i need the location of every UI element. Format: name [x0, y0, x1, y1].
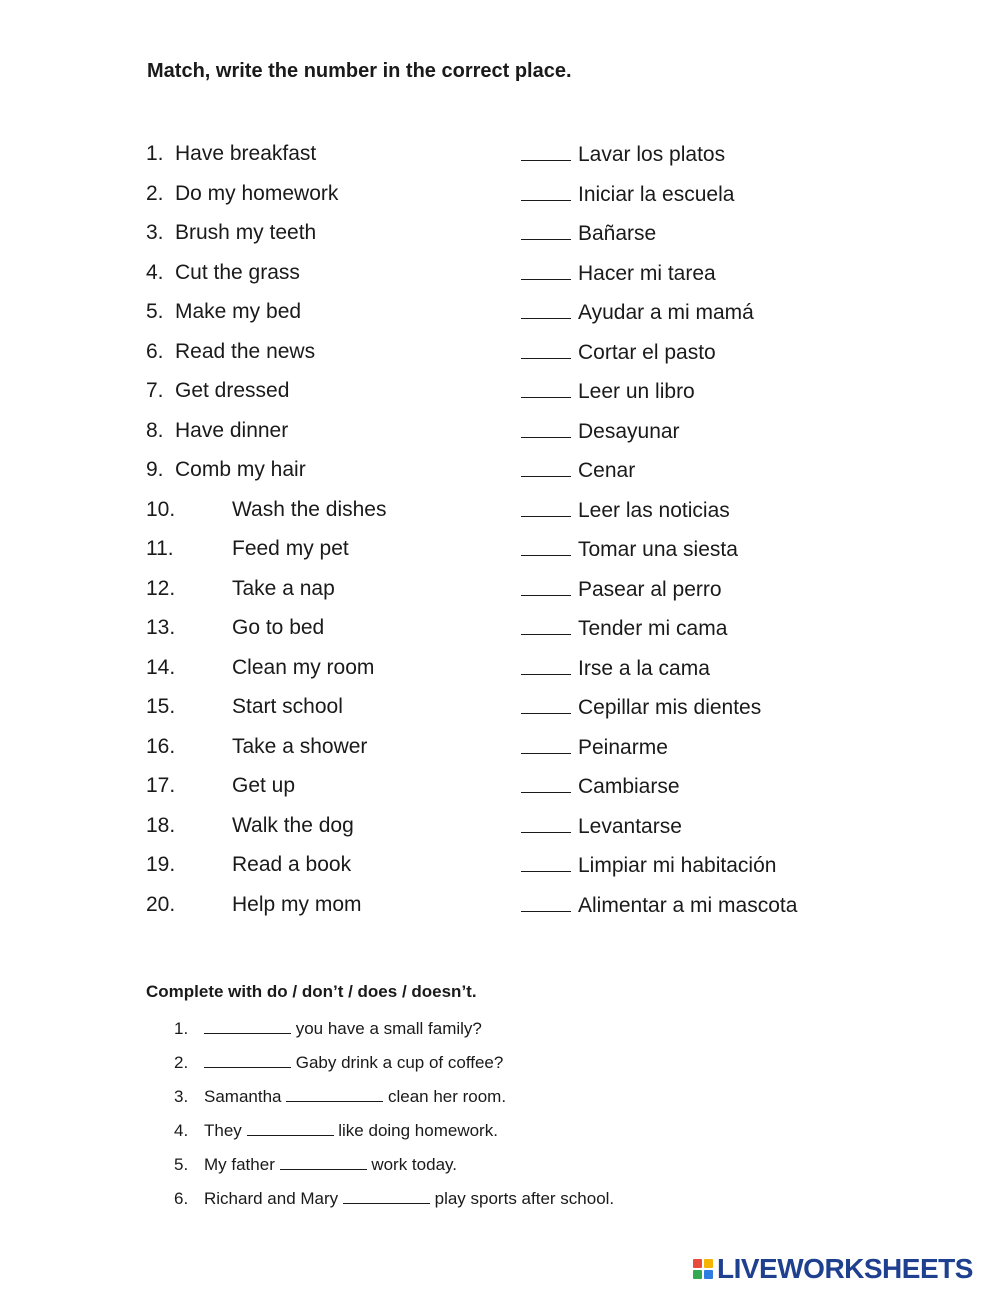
match-row	[146, 221, 866, 261]
match-number: 5.	[146, 300, 164, 323]
answer-blank[interactable]	[521, 419, 571, 438]
english-phrase: Have breakfast	[175, 142, 317, 165]
spanish-item	[521, 616, 727, 641]
spanish-item	[521, 853, 776, 878]
spanish-phrase: Cenar	[578, 459, 636, 482]
english-phrase: Take a shower	[232, 734, 368, 758]
match-number: 2.	[146, 181, 164, 205]
answer-blank[interactable]	[521, 458, 571, 477]
spanish-item	[521, 458, 635, 483]
match-number: 8.	[146, 418, 164, 442]
spanish-item	[521, 379, 695, 404]
answer-blank[interactable]	[286, 1087, 383, 1102]
complete-row	[174, 1087, 734, 1121]
match-number: 12.	[146, 576, 176, 600]
english-phrase: Start school	[232, 695, 343, 718]
complete-sentence	[204, 1087, 506, 1107]
answer-blank[interactable]	[521, 498, 571, 517]
logo-tile	[704, 1259, 713, 1268]
match-row	[146, 419, 866, 459]
english-phrase: Read a book	[232, 853, 352, 876]
spanish-phrase: Leer las noticias	[578, 498, 730, 522]
english-phrase: Have dinner	[175, 418, 289, 442]
complete-sentence	[204, 1019, 482, 1039]
spanish-item	[521, 695, 761, 720]
english-phrase: Get dressed	[175, 379, 290, 402]
spanish-item	[521, 300, 754, 325]
match-row	[146, 656, 866, 696]
spanish-phrase: Limpiar mi habitación	[578, 854, 777, 877]
spanish-phrase: Lavar los platos	[578, 143, 726, 166]
answer-blank[interactable]	[521, 853, 571, 872]
answer-blank[interactable]	[521, 774, 571, 793]
complete-number: 5.	[174, 1155, 189, 1174]
match-row	[146, 458, 866, 498]
match-row	[146, 300, 866, 340]
answer-blank[interactable]	[521, 340, 571, 359]
answer-blank[interactable]	[521, 695, 571, 714]
spanish-item	[521, 814, 682, 839]
match-row	[146, 616, 866, 656]
logo-text: LIVEWORKSHEETS	[717, 1253, 973, 1284]
spanish-item	[521, 221, 656, 246]
match-row	[146, 182, 866, 222]
logo-tile	[693, 1270, 702, 1279]
answer-blank[interactable]	[521, 142, 571, 161]
spanish-item	[521, 893, 797, 918]
complete-row	[174, 1155, 734, 1189]
answer-blank[interactable]	[521, 182, 571, 201]
sentence-end: play sports after school.	[429, 1189, 615, 1208]
spanish-phrase: Irse a la cama	[578, 656, 710, 680]
english-phrase: Do my homework	[175, 181, 339, 205]
complete-number: 3.	[174, 1087, 189, 1106]
spanish-item	[521, 577, 722, 602]
match-number: 17.	[146, 774, 176, 797]
complete-row	[174, 1019, 734, 1053]
spanish-phrase: Tomar una siesta	[578, 538, 738, 561]
match-row	[146, 379, 866, 419]
spanish-item	[521, 182, 734, 207]
match-number: 15.	[146, 695, 176, 718]
liveworksheets-logo	[693, 1253, 973, 1285]
match-row	[146, 142, 866, 182]
match-number: 9.	[146, 458, 164, 481]
match-number: 1.	[146, 142, 164, 165]
spanish-phrase: Ayudar a mi mamá	[578, 301, 754, 324]
spanish-phrase: Levantarse	[578, 814, 682, 838]
spanish-phrase: Pasear al perro	[578, 577, 722, 601]
logo-icon	[693, 1259, 713, 1279]
complete-sentence	[204, 1053, 503, 1073]
worksheet-title: Match, write the number in the correct place.	[147, 60, 572, 82]
sentence-end: clean her room.	[383, 1087, 507, 1106]
spanish-item	[521, 774, 680, 799]
english-phrase: Cut the grass	[175, 260, 300, 284]
match-number: 6.	[146, 339, 164, 363]
spanish-item	[521, 419, 680, 444]
match-number: 14.	[146, 655, 176, 679]
match-row	[146, 893, 866, 933]
answer-blank[interactable]	[521, 814, 571, 833]
spanish-phrase: Hacer mi tarea	[578, 261, 716, 285]
match-number: 18.	[146, 813, 176, 837]
complete-exercise-title: Complete with do / don’t / does / doesn’t.	[146, 982, 477, 1001]
spanish-phrase: Cortar el pasto	[578, 340, 716, 364]
complete-row	[174, 1189, 734, 1223]
matching-exercise	[146, 142, 866, 932]
english-phrase: Go to bed	[232, 616, 325, 639]
spanish-phrase: Bañarse	[578, 222, 657, 245]
spanish-phrase: Cepillar mis dientes	[578, 696, 762, 719]
english-phrase: Walk the dog	[232, 813, 354, 837]
match-number: 4.	[146, 260, 164, 284]
spanish-phrase: Cambiarse	[578, 775, 680, 798]
complete-exercise	[174, 1019, 734, 1223]
english-phrase: Read the news	[175, 339, 316, 363]
sentence-end: like doing homework.	[333, 1121, 498, 1140]
match-number: 11.	[146, 537, 174, 560]
spanish-item	[521, 142, 725, 167]
answer-blank[interactable]	[204, 1019, 291, 1034]
match-number: 13.	[146, 616, 176, 639]
spanish-item	[521, 656, 710, 681]
answer-blank[interactable]	[343, 1189, 430, 1204]
answer-blank[interactable]	[204, 1053, 291, 1068]
answer-blank[interactable]	[521, 379, 571, 398]
answer-blank[interactable]	[280, 1155, 367, 1170]
complete-sentence	[204, 1189, 614, 1209]
answer-blank[interactable]	[247, 1121, 334, 1136]
answer-blank[interactable]	[521, 735, 571, 754]
match-row	[146, 577, 866, 617]
spanish-item	[521, 735, 668, 760]
spanish-phrase: Desayunar	[578, 419, 680, 443]
english-phrase: Make my bed	[175, 300, 302, 323]
english-phrase: Take a nap	[232, 576, 335, 600]
sentence-start: Samantha	[204, 1087, 287, 1106]
sentence-end: you have a small family?	[291, 1019, 482, 1038]
answer-blank[interactable]	[521, 221, 571, 240]
complete-number: 6.	[174, 1189, 189, 1208]
answer-blank[interactable]	[521, 616, 571, 635]
sentence-end: work today.	[366, 1155, 457, 1174]
match-row	[146, 814, 866, 854]
english-phrase: Brush my teeth	[175, 221, 317, 244]
match-row	[146, 774, 866, 814]
spanish-phrase: Iniciar la escuela	[578, 182, 735, 206]
match-number: 16.	[146, 734, 176, 758]
match-number: 19.	[146, 853, 176, 876]
spanish-phrase: Tender mi cama	[578, 617, 728, 640]
match-row	[146, 498, 866, 538]
spanish-item	[521, 498, 730, 523]
spanish-item	[521, 537, 738, 562]
match-number: 7.	[146, 379, 164, 402]
sentence-start: Richard and Mary	[204, 1189, 343, 1208]
answer-blank[interactable]	[521, 261, 571, 280]
complete-row	[174, 1053, 734, 1087]
english-phrase: Feed my pet	[232, 537, 349, 560]
spanish-item	[521, 340, 716, 365]
english-phrase: Help my mom	[232, 892, 362, 916]
match-number: 3.	[146, 221, 164, 244]
match-number: 20.	[146, 892, 176, 916]
english-phrase: Get up	[232, 774, 296, 797]
match-row	[146, 695, 866, 735]
logo-tile	[704, 1270, 713, 1279]
answer-blank[interactable]	[521, 300, 571, 319]
match-row	[146, 340, 866, 380]
match-row	[146, 537, 866, 577]
sentence-end: Gaby drink a cup of coffee?	[291, 1053, 504, 1072]
answer-blank[interactable]	[521, 656, 571, 675]
sentence-start: They	[204, 1121, 247, 1140]
complete-number: 4.	[174, 1121, 189, 1140]
spanish-phrase: Peinarme	[578, 735, 668, 759]
complete-sentence	[204, 1155, 457, 1175]
complete-number: 1.	[174, 1019, 189, 1038]
spanish-item	[521, 261, 716, 286]
answer-blank[interactable]	[521, 893, 571, 912]
complete-sentence	[204, 1121, 498, 1141]
answer-blank[interactable]	[521, 537, 571, 556]
sentence-start: My father	[204, 1155, 280, 1174]
english-phrase: Wash the dishes	[232, 497, 387, 521]
complete-number: 2.	[174, 1053, 189, 1072]
complete-row	[174, 1121, 734, 1155]
match-row	[146, 261, 866, 301]
match-number: 10.	[146, 497, 176, 521]
english-phrase: Clean my room	[232, 655, 375, 679]
match-row	[146, 853, 866, 893]
answer-blank[interactable]	[521, 577, 571, 596]
english-phrase: Comb my hair	[175, 458, 306, 481]
match-row	[146, 735, 866, 775]
spanish-phrase: Alimentar a mi mascota	[578, 893, 798, 917]
logo-tile	[693, 1259, 702, 1268]
spanish-phrase: Leer un libro	[578, 380, 695, 403]
